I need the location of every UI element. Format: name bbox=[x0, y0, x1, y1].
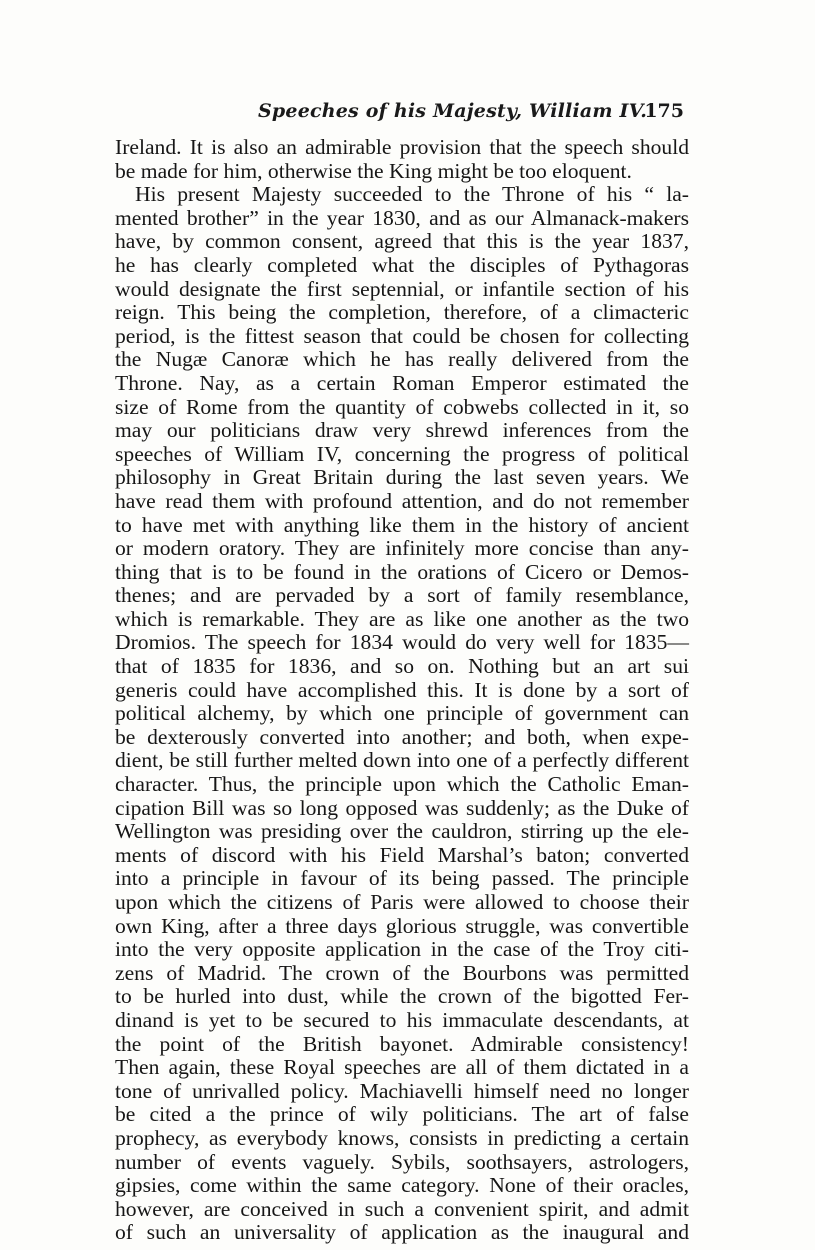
text-line: be made for him, otherwise the King might be too eloquent. bbox=[115, 158, 632, 183]
text-line: Wellington was presiding over the cauldron, stirring up the ele- bbox=[115, 819, 689, 844]
text-line: His present Majesty succeeded to the Throne of his “ la- bbox=[135, 182, 689, 207]
text-line: mented brother” in the year 1830, and as our Almanack-makers bbox=[115, 205, 689, 230]
text-line: philosophy in Great Britain during the last seven years. We bbox=[115, 465, 689, 490]
text-line: number of events vaguely. Sybils, soothsayers, astrologers, bbox=[115, 1149, 689, 1174]
text-line: gipsies, come within the same category. None of their oracles, bbox=[115, 1173, 689, 1198]
text-line: or modern oratory. They are infinitely more concise than any- bbox=[115, 536, 689, 561]
text-line: of such an universality of application as the inaugural and bbox=[115, 1220, 689, 1245]
running-head bbox=[118, 100, 690, 130]
text-line: thing that is to be found in the orations of Cicero or Demos- bbox=[115, 559, 689, 584]
text-line: period, is the fittest season that could be chosen for collecting bbox=[115, 323, 689, 348]
text-line: dinand is yet to be secured to his immaculate descendants, at bbox=[115, 1007, 689, 1032]
text-line: cipation Bill was so long opposed was suddenly; as the Duke of bbox=[115, 795, 689, 820]
text-line: Dromios. The speech for 1834 would do very well for 1835— bbox=[115, 630, 689, 655]
text-line: to be hurled into dust, while the crown of the bigotted Fer- bbox=[115, 984, 689, 1009]
text-line: political alchemy, by which one principle of government can bbox=[115, 701, 689, 726]
text-line: size of Rome from the quantity of cobwebs collected in it, so bbox=[115, 394, 689, 419]
text-line: Throne. Nay, as a certain Roman Emperor estimated the bbox=[115, 370, 689, 395]
text-line: dient, be still further melted down into one of a perfectly different bbox=[115, 748, 689, 773]
text-line: have read them with profound attention, and do not remember bbox=[115, 488, 689, 513]
text-line: he has clearly completed what the disciples of Pythagoras bbox=[115, 252, 689, 277]
text-line: which is remarkable. They are as like one another as the two bbox=[115, 606, 689, 631]
text-line: be cited a the prince of wily politicians. The art of false bbox=[115, 1102, 689, 1127]
text-line: zens of Madrid. The crown of the Bourbons was permitted bbox=[115, 960, 689, 985]
text-line: may our politicians draw very shrewd inferences from the bbox=[115, 418, 689, 443]
text-line: generis could have accomplished this. It is done by a sort of bbox=[115, 677, 689, 702]
text-line: Then again, these Royal speeches are all of them dictated in a bbox=[115, 1055, 689, 1080]
page-number: 175 bbox=[644, 100, 684, 122]
text-line: reign. This being the completion, therefore, of a climacteric bbox=[115, 300, 689, 325]
body-text bbox=[115, 136, 689, 1245]
text-line: that of 1835 for 1836, and so on. Nothing but an art sui bbox=[115, 654, 689, 679]
text-line: the Nugæ Canoræ which he has really delivered from the bbox=[115, 347, 689, 372]
text-line: speeches of William IV, concerning the progress of political bbox=[115, 441, 689, 466]
text-line: the point of the British bayonet. Admirable consistency! bbox=[115, 1031, 689, 1056]
text-line: however, are conceived in such a convenient spirit, and admit bbox=[115, 1196, 689, 1221]
text-line: be dexterously converted into another; and both, when expe- bbox=[115, 724, 689, 749]
text-line: into the very opposite application in the case of the Troy citi- bbox=[115, 937, 689, 962]
text-line: character. Thus, the principle upon which the Catholic Eman- bbox=[115, 772, 689, 797]
text-line: thenes; and are pervaded by a sort of family resemblance, bbox=[115, 583, 689, 608]
text-line: upon which the citizens of Paris were allowed to choose their bbox=[115, 890, 689, 914]
text-line: ments of discord with his Field Marshal’s baton; converted bbox=[115, 842, 689, 867]
text-line: would designate the first septennial, or infantile section of his bbox=[115, 276, 689, 301]
text-line: tone of unrivalled policy. Machiavelli himself need no longer bbox=[115, 1078, 689, 1103]
text-line: prophecy, as everybody knows, consists in predicting a certain bbox=[115, 1125, 689, 1150]
text-line: into a principle in favour of its being passed. The principle bbox=[115, 866, 689, 891]
text-line: own King, after a three days glorious struggle, was convertible bbox=[115, 913, 689, 938]
running-title: Speeches of his Majesty, William IV. bbox=[258, 100, 648, 122]
text-line: have, by common consent, agreed that this is the year 1837, bbox=[115, 229, 689, 254]
text-line: Ireland. It is also an admirable provision that the speech should bbox=[115, 135, 689, 159]
text-line: to have met with anything like them in the history of ancient bbox=[115, 512, 689, 537]
